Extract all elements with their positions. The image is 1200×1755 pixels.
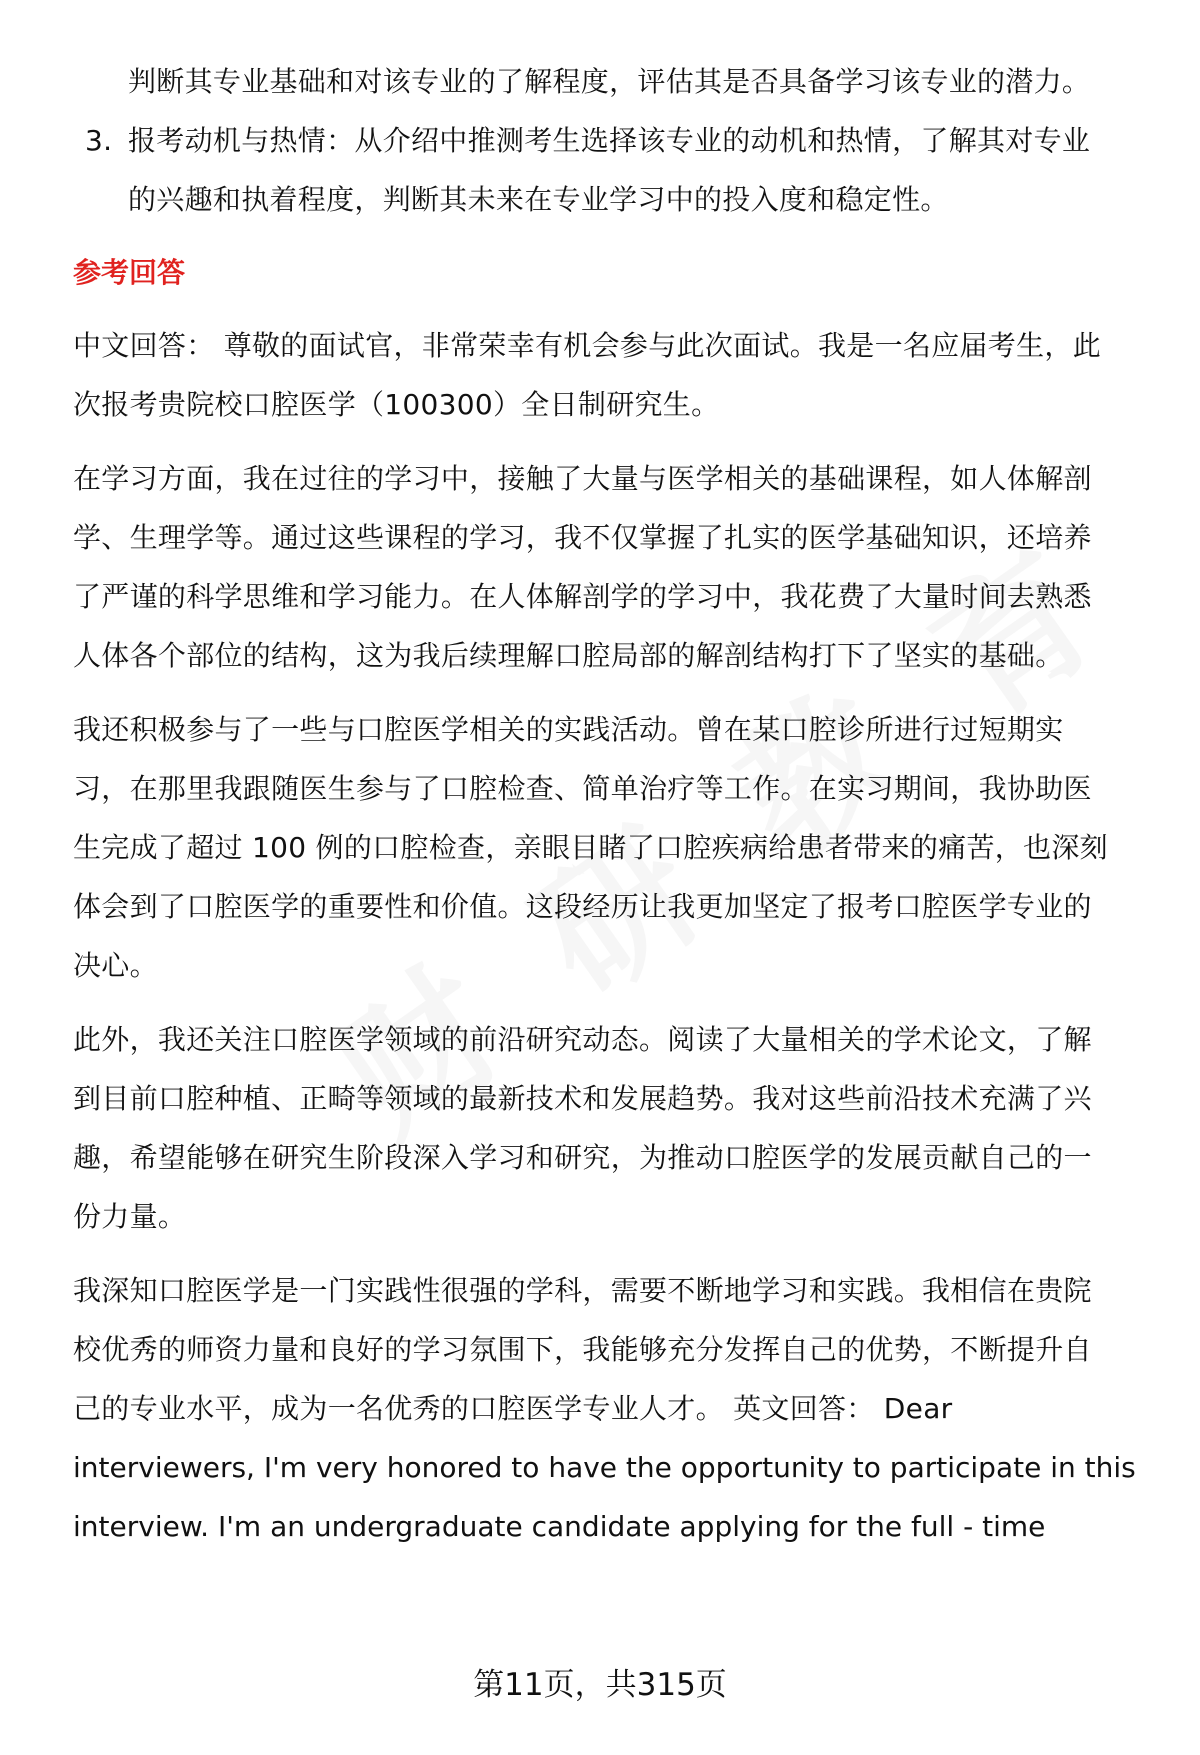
paragraph-line: 到目前口腔种植、正畸等领域的最新技术和发展趋势。我对这些前沿技术充满了兴 [73, 1082, 1092, 1115]
list-number: 3. [85, 124, 113, 157]
paragraph-line: 了严谨的科学思维和学习能力。在人体解剖学的学习中，我花费了大量时间去熟悉 [73, 580, 1092, 613]
english-line: interview. I'm an undergraduate candidate applying for the full - time [73, 1510, 1046, 1543]
paragraph-line: 体会到了口腔医学的重要性和价值。这段经历让我更加坚定了报考口腔医学专业的 [73, 890, 1092, 923]
paragraph-line: 人体各个部位的结构，这为我后续理解口腔局部的解剖结构打下了坚实的基础。 [73, 639, 1064, 672]
list-item-line: 的兴趣和执着程度，判断其未来在专业学习中的投入度和稳定性。 [128, 183, 949, 216]
section-heading: 参考回答 [73, 256, 186, 289]
paragraph-line: 校优秀的师资力量和良好的学习氛围下，我能够充分发挥自己的优势，不断提升自 [73, 1333, 1092, 1366]
paragraph-line: 我还积极参与了一些与口腔医学相关的实践活动。曾在某口腔诊所进行过短期实 [73, 713, 1064, 746]
english-line: interviewers, I'm very honored to have the opportunity to participate in this [73, 1451, 1136, 1484]
paragraph-line: 次报考贵院校口腔医学（100300）全日制研究生。 [73, 388, 720, 421]
paragraph-line: 己的专业水平，成为一名优秀的口腔医学专业人才。 英文回答： Dear [73, 1392, 953, 1425]
paragraph-line: 决心。 [73, 949, 158, 982]
paragraph-line: 学、生理学等。通过这些课程的学习，我不仅掌握了扎实的医学基础知识，还培养 [73, 521, 1092, 554]
page-content [73, 52, 1153, 1571]
paragraph-study [73, 449, 1153, 685]
paragraph-line: 我深知口腔医学是一门实践性很强的学科，需要不断地学习和实践。我相信在贵院 [73, 1274, 1092, 1307]
list-item-3 [73, 111, 1153, 229]
page-number-footer: 第11页，共315页 [473, 1667, 727, 1703]
paragraph-research [73, 1010, 1153, 1246]
paragraph-line: 生完成了超过 100 例的口腔检查，亲眼目睹了口腔疾病给患者带来的痛苦，也深刻 [73, 831, 1108, 864]
paragraph-line: 在学习方面，我在过往的学习中，接触了大量与医学相关的基础课程，如人体解剖 [73, 462, 1092, 495]
paragraph-line: 习，在那里我跟随医生参与了口腔检查、简单治疗等工作。在实习期间，我协助医 [73, 772, 1092, 805]
paragraph-line: 此外，我还关注口腔医学领域的前沿研究动态。阅读了大量相关的学术论文，了解 [73, 1023, 1092, 1056]
intro-line: 判断其专业基础和对该专业的了解程度，评估其是否具备学习该专业的潜力。 [128, 65, 1091, 98]
paragraph-conclusion [73, 1261, 1153, 1556]
paragraph-practice [73, 700, 1153, 995]
paragraph-line: 中文回答： 尊敬的面试官，非常荣幸有机会参与此次面试。我是一名应届考生，此 [73, 329, 1102, 362]
paragraph-line: 趣，希望能够在研究生阶段深入学习和研究，为推动口腔医学的发展贡献自己的一 [73, 1141, 1092, 1174]
list-item-line: 报考动机与热情：从介绍中推测考生选择该专业的动机和热情，了解其对专业 [128, 124, 1091, 157]
paragraph-line: 份力量。 [73, 1200, 187, 1233]
paragraph-intro [73, 316, 1153, 434]
